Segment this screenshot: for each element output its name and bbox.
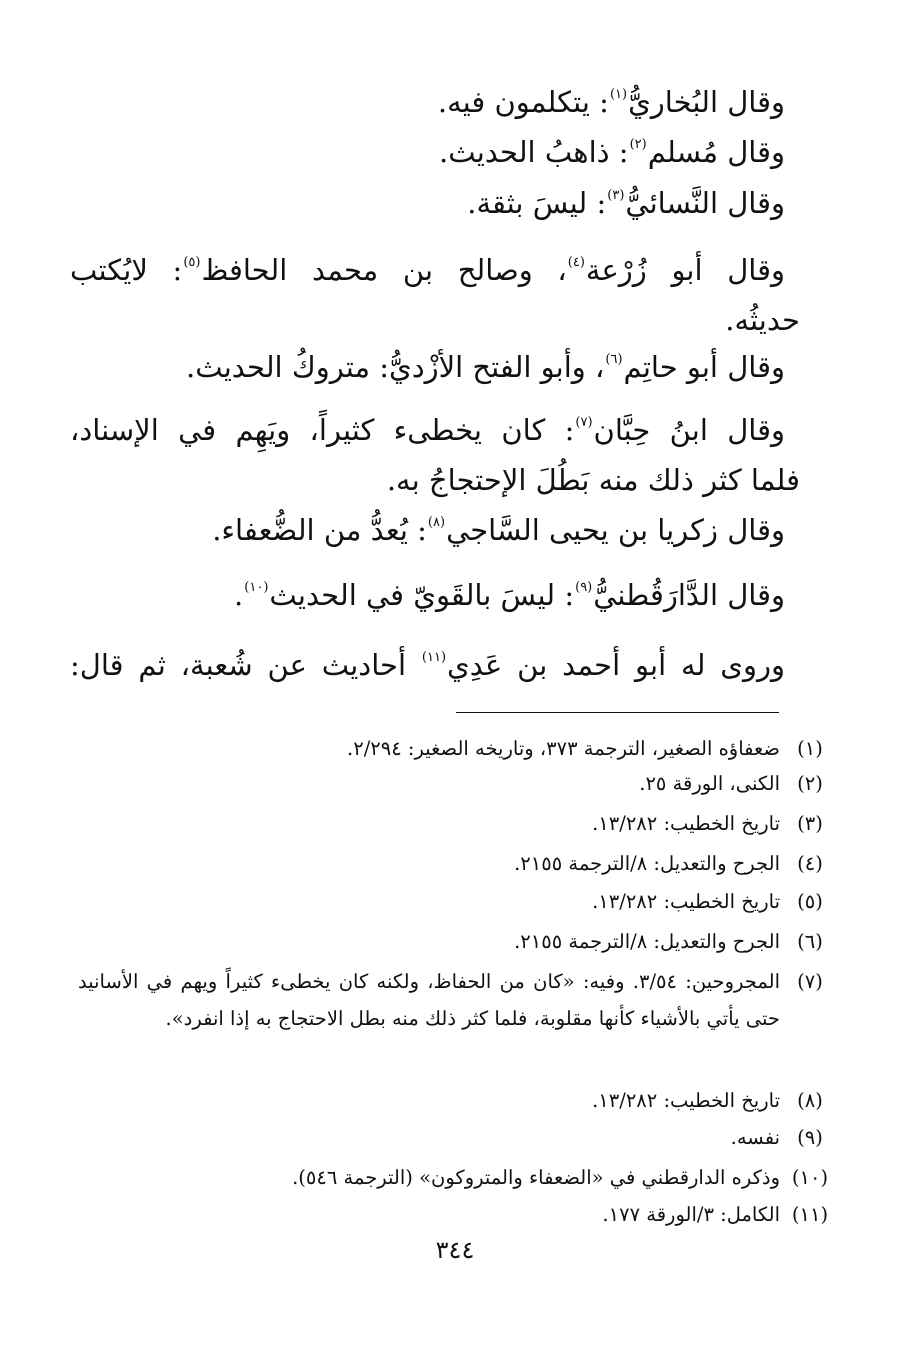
body-line-6 [70,347,785,387]
body-line-2 [70,132,785,172]
footnote-text: ضعفاؤه الصغير، الترجمة ٣٧٣، وتاريخه الصغير: ٢/٢٩٤. [347,737,780,760]
footnote-ref: (٥) [183,255,201,270]
line-text: فلما كثر ذلك منه بَطُلَ الإحتجاجُ به. [386,463,800,497]
footnote-number: (١٠) [791,1166,829,1189]
line-text: ، وصالح بن محمد الحافظ [201,253,567,287]
page-number: ٣٤٤ [435,1236,475,1264]
line-text: وروى له أبو أحمد بن عَدِي [447,648,785,682]
footnote-5 [78,886,823,918]
line-text: : يُعدُّ من الضُّعفاء. [212,513,427,547]
line-text: وقال أبو زُرْعة [585,253,786,287]
line-text: : يتكلمون فيه. [437,85,609,119]
footnote-number: (٨) [797,1089,823,1112]
line-text: وقال البُخاريُّ [628,85,785,119]
line-text: وقال النَّسائيُّ [625,186,785,220]
footnote-text: الجرح والتعديل: ٨/الترجمة ٢١٥٥. [514,930,780,953]
footnote-text: تاريخ الخطيب: ١٣/٢٨٢. [592,1089,780,1112]
footnote-number: (٤) [797,852,823,875]
line-text: حديثُه. [725,303,800,337]
footnote-ref: (٤) [567,255,585,270]
footnote-number: (٧) [797,970,823,993]
line-text: أحاديث عن شُعبة، ثم قال: [70,648,421,682]
line-text: : كان يخطىء كثيراً، ويَهِم في الإسناد، [70,413,575,447]
body-line-8 [70,460,800,500]
footnote-text: الجرح والتعديل: ٨/الترجمة ٢١٥٥. [514,852,780,875]
line-text: وقال مُسلم [647,135,785,169]
body-line-1 [70,82,785,122]
footnote-number: (٥) [797,890,823,913]
footnote-ref: (٣) [607,188,625,203]
body-line-10 [70,575,785,615]
footnote-text: وذكره الدارقطني في «الضعفاء والمتروكون» (الترجمة ٥٤٦). [292,1166,780,1189]
body-line-4 [70,250,785,290]
line-text: : ذاهبُ الحديث. [439,135,629,169]
footnote-ref: (٧) [575,415,593,430]
line-text: : ليسَ بالقَويّ في الحديث [269,578,575,612]
footnote-number: (١) [797,737,823,760]
line-text: ، وأبو الفتح الأزْديُّ: متروكُ الحديث. [186,350,605,384]
footnote-ref: (١٠) [244,580,269,595]
body-line-9 [70,510,785,550]
footnote-text: الكنى، الورقة ٢٥. [639,772,780,795]
footnote-separator [456,712,779,713]
footnote-10 [78,1162,829,1194]
footnote-number: (٦) [797,930,823,953]
footnote-7 [78,963,823,1037]
footnote-number: (٣) [797,812,823,835]
footnote-11 [78,1199,829,1231]
line-text: وقال أبو حاتِم [623,350,785,384]
footnote-3 [78,808,823,840]
line-text: . [234,578,244,612]
footnote-2 [78,768,823,800]
footnote-number: (٢) [797,772,823,795]
footnote-ref: (٢) [629,137,647,152]
line-text: : لايُكتب [70,253,183,287]
footnote-6 [78,926,823,958]
line-text: وقال الدَّارَقُطنيُّ [593,578,785,612]
line-text: وقال زكريا بن يحيى السَّاجي [446,513,785,547]
body-line-11 [70,645,785,685]
line-text: وقال ابنُ حِبَّان [593,413,785,447]
body-line-3 [70,183,785,223]
footnote-text: المجروحين: ٣/٥٤. وفيه: «كان من الحفاظ، ولكنه كان يخطىء كثيراً ويهم في الأسانيد حتى يأتي بالأشياء كأنها مقلوبة، فلما كثر ذلك منه بطل الاحتجاج به إذا انفرد». [78,970,780,1030]
footnote-text: الكامل: ٣/الورقة ١٧٧. [602,1203,780,1226]
body-line-5 [70,300,800,340]
footnote-ref: (١) [609,87,628,102]
footnote-number: (١١) [791,1203,829,1226]
footnote-8 [78,1085,823,1117]
footnote-9 [78,1122,823,1154]
footnote-ref: (١١) [421,650,447,665]
footnote-1 [78,733,823,765]
footnote-4 [78,848,823,880]
footnote-ref: (٩) [575,580,593,595]
footnote-number: (٩) [797,1126,823,1149]
line-text: : ليسَ بثقة. [467,186,607,220]
footnote-text: تاريخ الخطيب: ١٣/٢٨٢. [592,812,780,835]
footnote-ref: (٨) [427,515,446,530]
footnote-text: تاريخ الخطيب: ١٣/٢٨٢. [592,890,780,913]
body-line-7 [70,410,785,450]
footnote-text: نفسه. [730,1126,780,1149]
footnote-ref: (٦) [605,352,623,367]
